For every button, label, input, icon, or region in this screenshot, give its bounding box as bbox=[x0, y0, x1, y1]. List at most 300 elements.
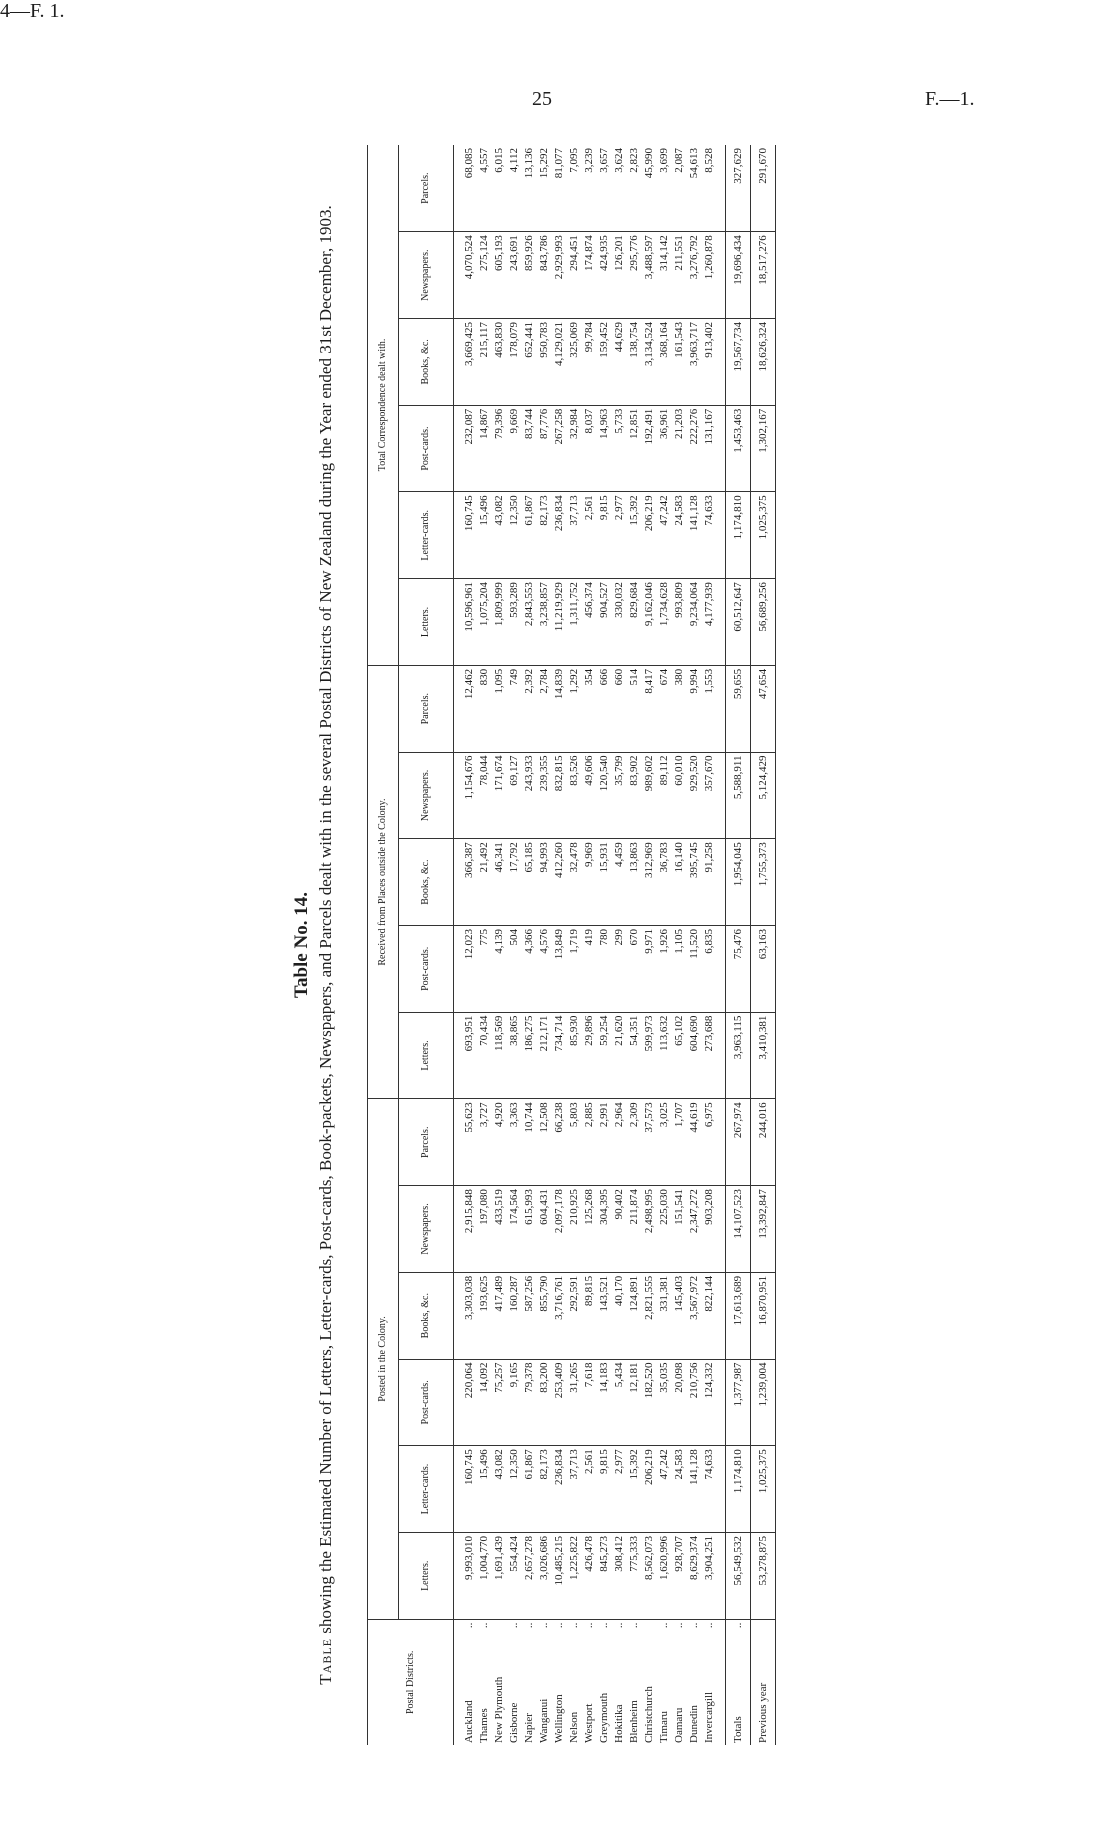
value-cell: 211,551 bbox=[672, 232, 687, 319]
district-name: New Plymouth bbox=[493, 1676, 505, 1743]
value-cell: 9,234,064 bbox=[687, 579, 702, 666]
value-cell: 54,613 bbox=[687, 145, 702, 232]
value-cell: 7,095 bbox=[567, 145, 582, 232]
value-cell: 3,488,597 bbox=[642, 232, 657, 319]
column-header-posted: Letters. bbox=[399, 1532, 454, 1619]
value-cell: 83,744 bbox=[522, 405, 537, 492]
value-cell: 70,434 bbox=[477, 1012, 492, 1099]
value-cell: 63,163 bbox=[751, 925, 776, 1012]
district-name-cell bbox=[582, 1619, 597, 1745]
value-cell: 2,097,178 bbox=[552, 1186, 567, 1273]
district-name-cell bbox=[672, 1619, 687, 1745]
column-header-received: Letters. bbox=[399, 1012, 454, 1099]
value-cell: 69,127 bbox=[507, 752, 522, 839]
value-cell: 291,670 bbox=[751, 145, 776, 232]
value-cell: 2,498,995 bbox=[642, 1186, 657, 1273]
district-name: Wellington bbox=[553, 1694, 565, 1743]
value-cell: 15,931 bbox=[597, 839, 612, 926]
column-header-total: Newspapers. bbox=[399, 232, 454, 319]
value-cell: 126,201 bbox=[612, 232, 627, 319]
caption-prefix: Table bbox=[316, 1638, 335, 1685]
column-header-received: Parcels. bbox=[399, 665, 454, 752]
value-cell: 4,459 bbox=[612, 839, 627, 926]
value-cell: 37,573 bbox=[642, 1099, 657, 1186]
value-cell: 61,867 bbox=[522, 1446, 537, 1533]
value-cell: 151,541 bbox=[672, 1186, 687, 1273]
value-cell: 9,165 bbox=[507, 1359, 522, 1446]
value-cell: 24,583 bbox=[672, 1446, 687, 1533]
column-header-total: Books, &c. bbox=[399, 319, 454, 406]
value-cell: 670 bbox=[627, 925, 642, 1012]
value-cell: 9,994 bbox=[687, 665, 702, 752]
value-cell: 60,512,647 bbox=[726, 579, 751, 666]
table-row bbox=[597, 145, 612, 1745]
value-cell: 5,588,911 bbox=[726, 752, 751, 839]
value-cell: 4,139 bbox=[492, 925, 507, 1012]
value-cell: 54,351 bbox=[627, 1012, 642, 1099]
value-cell: 5,434 bbox=[612, 1359, 627, 1446]
document-code: F.—1. bbox=[925, 88, 975, 110]
column-header-received: Post-cards. bbox=[399, 925, 454, 1012]
value-cell: 295,776 bbox=[627, 232, 642, 319]
value-cell: 3,276,792 bbox=[687, 232, 702, 319]
value-cell: 94,993 bbox=[537, 839, 552, 926]
value-cell: 21,620 bbox=[612, 1012, 627, 1099]
value-cell: 354 bbox=[582, 665, 597, 752]
value-cell: 3,963,717 bbox=[687, 319, 702, 406]
value-cell: 47,242 bbox=[657, 1446, 672, 1533]
value-cell: 18,517,276 bbox=[751, 232, 776, 319]
column-header-total: Letters. bbox=[399, 579, 454, 666]
value-cell: 174,564 bbox=[507, 1186, 522, 1273]
table-row bbox=[492, 145, 507, 1745]
value-cell: 83,526 bbox=[567, 752, 582, 839]
value-cell: 113,632 bbox=[657, 1012, 672, 1099]
value-cell: 1,260,878 bbox=[702, 232, 726, 319]
value-cell: 1,174,810 bbox=[726, 1446, 751, 1533]
value-cell: 775 bbox=[477, 925, 492, 1012]
value-cell: 615,993 bbox=[522, 1186, 537, 1273]
district-name-cell bbox=[507, 1619, 522, 1745]
value-cell: 2,392 bbox=[522, 665, 537, 752]
value-cell: 1,239,004 bbox=[751, 1359, 776, 1446]
value-cell: 267,258 bbox=[552, 405, 567, 492]
district-name: Gisborne bbox=[508, 1702, 520, 1743]
table-row bbox=[702, 145, 726, 1745]
value-cell: 1,377,987 bbox=[726, 1359, 751, 1446]
column-header-total: Parcels. bbox=[399, 145, 454, 232]
district-name: Auckland bbox=[463, 1700, 475, 1743]
value-cell: 236,834 bbox=[552, 1446, 567, 1533]
value-cell: 1,004,770 bbox=[477, 1532, 492, 1619]
district-name-cell bbox=[597, 1619, 612, 1745]
value-cell: 15,496 bbox=[477, 492, 492, 579]
district-name: Totals bbox=[732, 1716, 744, 1743]
table-row bbox=[657, 145, 672, 1745]
value-cell: 125,268 bbox=[582, 1186, 597, 1273]
district-name: Thames bbox=[478, 1708, 490, 1743]
leader-dots: .. bbox=[628, 1622, 640, 1629]
district-name-cell bbox=[702, 1619, 726, 1745]
value-cell: 2,784 bbox=[537, 665, 552, 752]
value-cell: 12,350 bbox=[507, 492, 522, 579]
value-cell: 424,935 bbox=[597, 232, 612, 319]
value-cell: 186,275 bbox=[522, 1012, 537, 1099]
value-cell: 1,707 bbox=[672, 1099, 687, 1186]
value-cell: 928,707 bbox=[672, 1532, 687, 1619]
value-cell: 822,144 bbox=[702, 1272, 726, 1359]
value-cell: 904,527 bbox=[597, 579, 612, 666]
district-name: Westport bbox=[583, 1703, 595, 1743]
value-cell: 3,727 bbox=[477, 1099, 492, 1186]
value-cell: 2,977 bbox=[612, 492, 627, 579]
value-cell: 4,129,021 bbox=[552, 319, 567, 406]
value-cell: 160,287 bbox=[507, 1272, 522, 1359]
value-cell: 99,784 bbox=[582, 319, 597, 406]
value-cell: 2,823 bbox=[627, 145, 642, 232]
table-caption bbox=[315, 145, 361, 1745]
district-name: Timaru bbox=[658, 1711, 670, 1743]
value-cell: 21,492 bbox=[477, 839, 492, 926]
value-cell: 83,902 bbox=[627, 752, 642, 839]
column-header-total: Post-cards. bbox=[399, 405, 454, 492]
leader-dots: .. bbox=[538, 1622, 550, 1629]
value-cell: 21,203 bbox=[672, 405, 687, 492]
value-cell: 4,557 bbox=[477, 145, 492, 232]
value-cell: 210,756 bbox=[687, 1359, 702, 1446]
value-cell: 131,167 bbox=[702, 405, 726, 492]
value-cell: 843,786 bbox=[537, 232, 552, 319]
value-cell: 232,087 bbox=[454, 405, 478, 492]
value-cell: 3,669,425 bbox=[454, 319, 478, 406]
value-cell: 14,839 bbox=[552, 665, 567, 752]
leader-dots: .. bbox=[583, 1622, 595, 1629]
value-cell: 3,904,251 bbox=[702, 1532, 726, 1619]
caption-text: showing the Estimated Number of Letters, Letter-cards, Post-cards, Book-packets, Newspapers, and Parcels dealt with in the several Postal Districts of New Zealand during the Year ended 31st December, 1903. bbox=[316, 205, 335, 1634]
value-cell: 3,410,381 bbox=[751, 1012, 776, 1099]
value-cell: 2,561 bbox=[582, 1446, 597, 1533]
table-row bbox=[627, 145, 642, 1745]
value-cell: 433,519 bbox=[492, 1186, 507, 1273]
value-cell: 56,549,532 bbox=[726, 1532, 751, 1619]
value-cell: 903,208 bbox=[702, 1186, 726, 1273]
value-cell: 193,625 bbox=[477, 1272, 492, 1359]
value-cell: 43,082 bbox=[492, 1446, 507, 1533]
district-name-cell bbox=[627, 1619, 642, 1745]
value-cell: 314,142 bbox=[657, 232, 672, 319]
value-cell: 666 bbox=[597, 665, 612, 752]
column-header-received: Newspapers. bbox=[399, 752, 454, 839]
value-cell: 1,174,810 bbox=[726, 492, 751, 579]
value-cell: 9,162,046 bbox=[642, 579, 657, 666]
value-cell: 14,963 bbox=[597, 405, 612, 492]
value-cell: 780 bbox=[597, 925, 612, 1012]
value-cell: 1,734,628 bbox=[657, 579, 672, 666]
value-cell: 1,154,676 bbox=[454, 752, 478, 839]
district-name: Greymouth bbox=[598, 1692, 610, 1743]
value-cell: 308,412 bbox=[612, 1532, 627, 1619]
value-cell: 210,925 bbox=[567, 1186, 582, 1273]
value-cell: 87,776 bbox=[537, 405, 552, 492]
value-cell: 3,303,038 bbox=[454, 1272, 478, 1359]
value-cell: 178,079 bbox=[507, 319, 522, 406]
value-cell: 59,655 bbox=[726, 665, 751, 752]
value-cell: 3,025 bbox=[657, 1099, 672, 1186]
table-row bbox=[477, 145, 492, 1745]
value-cell: 12,181 bbox=[627, 1359, 642, 1446]
value-cell: 89,112 bbox=[657, 752, 672, 839]
value-cell: 993,809 bbox=[672, 579, 687, 666]
leader-dots: .. bbox=[478, 1622, 490, 1629]
value-cell: 12,851 bbox=[627, 405, 642, 492]
value-cell: 4,920 bbox=[492, 1099, 507, 1186]
value-cell: 14,107,523 bbox=[726, 1186, 751, 1273]
value-cell: 419 bbox=[582, 925, 597, 1012]
value-cell: 327,629 bbox=[726, 145, 751, 232]
value-cell: 267,974 bbox=[726, 1099, 751, 1186]
value-cell: 81,077 bbox=[552, 145, 567, 232]
value-cell: 49,606 bbox=[582, 752, 597, 839]
district-name: Blenheim bbox=[628, 1700, 640, 1743]
value-cell: 1,105 bbox=[672, 925, 687, 1012]
value-cell: 19,567,734 bbox=[726, 319, 751, 406]
value-cell: 82,173 bbox=[537, 1446, 552, 1533]
value-cell: 60,010 bbox=[672, 752, 687, 839]
value-cell: 206,219 bbox=[642, 492, 657, 579]
leader-dots: .. bbox=[508, 1622, 520, 1629]
value-cell: 1,755,373 bbox=[751, 839, 776, 926]
value-cell: 2,991 bbox=[597, 1099, 612, 1186]
value-cell: 160,745 bbox=[454, 1446, 478, 1533]
value-cell: 32,478 bbox=[567, 839, 582, 926]
value-cell: 89,815 bbox=[582, 1272, 597, 1359]
value-cell: 2,885 bbox=[582, 1099, 597, 1186]
table-row bbox=[612, 145, 627, 1745]
district-name: Previous year bbox=[757, 1682, 769, 1743]
value-cell: 304,395 bbox=[597, 1186, 612, 1273]
value-cell: 9,971 bbox=[642, 925, 657, 1012]
table-row bbox=[672, 145, 687, 1745]
value-cell: 9,993,010 bbox=[454, 1532, 478, 1619]
value-cell: 3,963,115 bbox=[726, 1012, 751, 1099]
value-cell: 78,044 bbox=[477, 752, 492, 839]
value-cell: 3,239 bbox=[582, 145, 597, 232]
value-cell: 2,977 bbox=[612, 1446, 627, 1533]
value-cell: 829,684 bbox=[627, 579, 642, 666]
value-cell: 83,200 bbox=[537, 1359, 552, 1446]
table-row bbox=[582, 145, 597, 1745]
value-cell: 1,954,045 bbox=[726, 839, 751, 926]
value-cell: 1,095 bbox=[492, 665, 507, 752]
value-cell: 1,620,996 bbox=[657, 1532, 672, 1619]
value-cell: 65,185 bbox=[522, 839, 537, 926]
district-name-cell bbox=[492, 1619, 507, 1745]
value-cell: 8,417 bbox=[642, 665, 657, 752]
value-cell: 8,528 bbox=[702, 145, 726, 232]
value-cell: 46,341 bbox=[492, 839, 507, 926]
value-cell: 929,520 bbox=[687, 752, 702, 839]
value-cell: 5,733 bbox=[612, 405, 627, 492]
value-cell: 830 bbox=[477, 665, 492, 752]
value-cell: 15,392 bbox=[627, 1446, 642, 1533]
value-cell: 2,087 bbox=[672, 145, 687, 232]
value-cell: 3,657 bbox=[597, 145, 612, 232]
column-header-posted: Newspapers. bbox=[399, 1186, 454, 1273]
value-cell: 294,451 bbox=[567, 232, 582, 319]
value-cell: 1,926 bbox=[657, 925, 672, 1012]
value-cell: 74,633 bbox=[702, 492, 726, 579]
value-cell: 220,064 bbox=[454, 1359, 478, 1446]
table-row bbox=[751, 145, 776, 1745]
value-cell: 4,070,524 bbox=[454, 232, 478, 319]
value-cell: 357,670 bbox=[702, 752, 726, 839]
value-cell: 124,332 bbox=[702, 1359, 726, 1446]
header-posted-in-colony: Posted in the Colony. bbox=[368, 1099, 399, 1619]
value-cell: 2,347,272 bbox=[687, 1186, 702, 1273]
value-cell: 13,392,847 bbox=[751, 1186, 776, 1273]
header-received-outside: Received from Places outside the Colony. bbox=[368, 665, 399, 1099]
value-cell: 3,624 bbox=[612, 145, 627, 232]
table-row bbox=[454, 145, 478, 1745]
value-cell: 330,032 bbox=[612, 579, 627, 666]
value-cell: 47,242 bbox=[657, 492, 672, 579]
column-header-posted: Post-cards. bbox=[399, 1359, 454, 1446]
value-cell: 1,225,822 bbox=[567, 1532, 582, 1619]
value-cell: 14,183 bbox=[597, 1359, 612, 1446]
value-cell: 192,491 bbox=[642, 405, 657, 492]
value-cell: 855,790 bbox=[537, 1272, 552, 1359]
value-cell: 35,799 bbox=[612, 752, 627, 839]
value-cell: 299 bbox=[612, 925, 627, 1012]
value-cell: 456,374 bbox=[582, 579, 597, 666]
value-cell: 44,619 bbox=[687, 1099, 702, 1186]
value-cell: 3,716,761 bbox=[552, 1272, 567, 1359]
value-cell: 775,333 bbox=[627, 1532, 642, 1619]
value-cell: 222,276 bbox=[687, 405, 702, 492]
value-cell: 174,874 bbox=[582, 232, 597, 319]
column-header-posted: Letter-cards. bbox=[399, 1446, 454, 1533]
leader-dots: .. bbox=[613, 1622, 625, 1629]
value-cell: 417,489 bbox=[492, 1272, 507, 1359]
value-cell: 11,520 bbox=[687, 925, 702, 1012]
value-cell: 8,037 bbox=[582, 405, 597, 492]
value-cell: 37,713 bbox=[567, 1446, 582, 1533]
value-cell: 504 bbox=[507, 925, 522, 1012]
value-cell: 5,803 bbox=[567, 1099, 582, 1186]
value-cell: 211,874 bbox=[627, 1186, 642, 1273]
value-cell: 273,688 bbox=[702, 1012, 726, 1099]
value-cell: 143,521 bbox=[597, 1272, 612, 1359]
column-header-received: Books, &c. bbox=[399, 839, 454, 926]
value-cell: 12,462 bbox=[454, 665, 478, 752]
value-cell: 35,035 bbox=[657, 1359, 672, 1446]
value-cell: 141,128 bbox=[687, 1446, 702, 1533]
value-cell: 24,583 bbox=[672, 492, 687, 579]
district-name-cell bbox=[567, 1619, 582, 1745]
value-cell: 3,134,524 bbox=[642, 319, 657, 406]
value-cell: 56,689,256 bbox=[751, 579, 776, 666]
value-cell: 9,969 bbox=[582, 839, 597, 926]
value-cell: 43,082 bbox=[492, 492, 507, 579]
value-cell: 253,409 bbox=[552, 1359, 567, 1446]
value-cell: 243,933 bbox=[522, 752, 537, 839]
value-cell: 950,783 bbox=[537, 319, 552, 406]
value-cell: 10,596,961 bbox=[454, 579, 478, 666]
value-cell: 380 bbox=[672, 665, 687, 752]
value-cell: 31,265 bbox=[567, 1359, 582, 1446]
value-cell: 145,403 bbox=[672, 1272, 687, 1359]
district-name-cell bbox=[552, 1619, 567, 1745]
table-row bbox=[552, 145, 567, 1745]
value-cell: 118,569 bbox=[492, 1012, 507, 1099]
value-cell: 599,973 bbox=[642, 1012, 657, 1099]
leader-dots: .. bbox=[568, 1622, 580, 1629]
value-cell: 1,292 bbox=[567, 665, 582, 752]
value-cell: 8,562,073 bbox=[642, 1532, 657, 1619]
district-name-cell bbox=[687, 1619, 702, 1745]
table-row bbox=[522, 145, 537, 1745]
value-cell: 13,863 bbox=[627, 839, 642, 926]
value-cell: 275,124 bbox=[477, 232, 492, 319]
column-header-posted: Parcels. bbox=[399, 1099, 454, 1186]
value-cell: 79,396 bbox=[492, 405, 507, 492]
district-name-cell bbox=[642, 1619, 657, 1745]
value-cell: 160,745 bbox=[454, 492, 478, 579]
value-cell: 12,508 bbox=[537, 1099, 552, 1186]
value-cell: 38,865 bbox=[507, 1012, 522, 1099]
header-total-correspondence: Total Correspondence dealt with. bbox=[368, 145, 399, 665]
value-cell: 15,496 bbox=[477, 1446, 492, 1533]
value-cell: 9,815 bbox=[597, 1446, 612, 1533]
value-cell: 463,830 bbox=[492, 319, 507, 406]
value-cell: 215,117 bbox=[477, 319, 492, 406]
rotated-table-block bbox=[289, 145, 849, 1745]
value-cell: 2,561 bbox=[582, 492, 597, 579]
value-cell: 197,080 bbox=[477, 1186, 492, 1273]
value-cell: 2,929,993 bbox=[552, 232, 567, 319]
value-cell: 913,402 bbox=[702, 319, 726, 406]
value-cell: 15,292 bbox=[537, 145, 552, 232]
value-cell: 554,424 bbox=[507, 1532, 522, 1619]
value-cell: 82,173 bbox=[537, 492, 552, 579]
value-cell: 3,363 bbox=[507, 1099, 522, 1186]
value-cell: 3,238,857 bbox=[537, 579, 552, 666]
district-name-cell bbox=[537, 1619, 552, 1745]
district-name-cell bbox=[612, 1619, 627, 1745]
value-cell: 75,257 bbox=[492, 1359, 507, 1446]
district-name: Wanganui bbox=[538, 1698, 550, 1743]
value-cell: 6,835 bbox=[702, 925, 726, 1012]
header-postal-districts: Postal Districts. bbox=[368, 1619, 454, 1745]
district-name-cell bbox=[477, 1619, 492, 1745]
value-cell: 91,258 bbox=[702, 839, 726, 926]
value-cell: 15,392 bbox=[627, 492, 642, 579]
statistics-table bbox=[367, 145, 776, 1745]
value-cell: 17,792 bbox=[507, 839, 522, 926]
value-cell: 66,238 bbox=[552, 1099, 567, 1186]
district-name: Oamaru bbox=[673, 1707, 685, 1743]
district-name-cell bbox=[454, 1619, 478, 1745]
leader-dots: .. bbox=[673, 1622, 685, 1629]
value-cell: 593,289 bbox=[507, 579, 522, 666]
value-cell: 12,023 bbox=[454, 925, 478, 1012]
value-cell: 239,355 bbox=[537, 752, 552, 839]
value-cell: 368,164 bbox=[657, 319, 672, 406]
leader-dots: .. bbox=[598, 1622, 610, 1629]
value-cell: 45,990 bbox=[642, 145, 657, 232]
leader-dots: .. bbox=[553, 1622, 565, 1629]
value-cell: 604,431 bbox=[537, 1186, 552, 1273]
